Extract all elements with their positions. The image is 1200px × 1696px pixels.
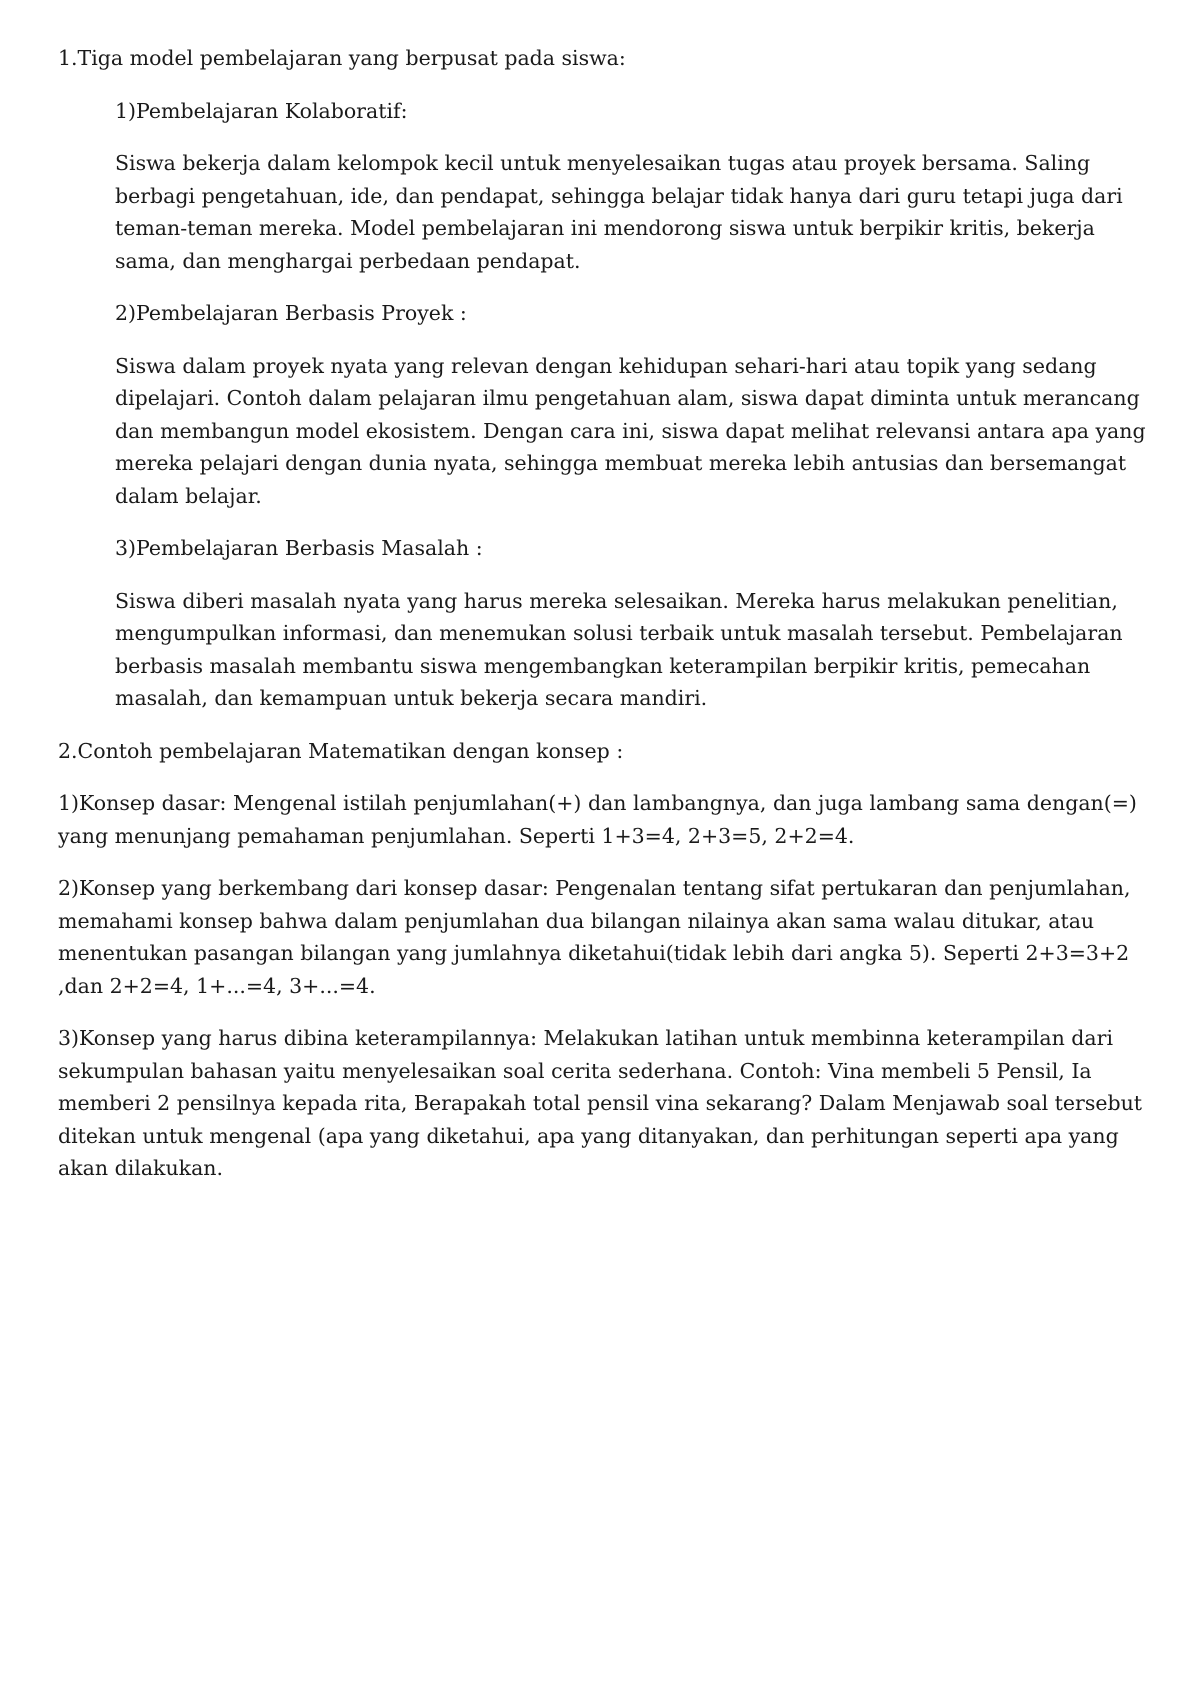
section2-heading: 2.Contoh pembelajaran Matematikan dengan konsep : bbox=[58, 738, 624, 763]
item3-title: 3)Pembelajaran Berbasis Masalah : bbox=[115, 536, 483, 560]
concept1-paragraph: 1)Konsep dasar: Mengenal istilah penjumlahan(+) dan lambangnya, dan juga lambang sama dengan(=) yang menunjang pemahaman penjumlahan. Seperti 1+3=4, 2+3=5, 2+2=4. bbox=[58, 791, 1137, 848]
section1-heading: 1.Tiga model pembelajaran yang berpusat pada siswa: bbox=[58, 46, 626, 70]
item2-body: Siswa dalam proyek nyata yang relevan dengan kehidupan sehari-hari atau topik yang sedang dipelajari. Contoh dalam pelajaran ilmu pengetahuan alam, siswa dapat diminta untuk merancang dan membangun model ekosistem. Dengan cara ini, siswa dapat melihat relevansi antara apa yang mereka pelajari dengan dunia nyata, sehingga membuat mereka lebih antusias dan bersemangat dalam belajar. bbox=[115, 353, 1146, 508]
item3-body: Siswa diberi masalah nyata yang harus mereka selesaikan. Mereka harus melakukan penelitian, mengumpulkan informasi, dan menemukan solusi terbaik untuk masalah tersebut. Pembelajaran berbasis masalah membantu siswa mengembangkan keterampilan berpikir kritis, pemecahan masalah, dan kemampuan untuk bekerja secara mandiri. bbox=[115, 588, 1123, 710]
concept3-paragraph: 3)Konsep yang harus dibina keterampilannya: Melakukan latihan untuk membinna keterampilan dari sekumpulan bahasan yaitu menyelesaikan soal cerita sederhana. Contoh: Vina membeli 5 Pensil, Ia memberi 2 pensilnya kepada rita, Berapakah total pensil vina sekarang? Dalam Menjawab soal tersebut ditekan untuk mengenal (apa yang diketahui, apa yang ditanyakan, dan perhitungan seperti apa yang akan dilakukan. bbox=[58, 1026, 1143, 1180]
concept2-paragraph: 2)Konsep yang berkembang dari konsep dasar: Pengenalan tentang sifat pertukaran dan penjumlahan, memahami konsep bahwa dalam penjumlahan dua bilangan nilainya akan sama walau ditukar, atau menentukan pasangan bilangan yang jumlahnya diketahui(tidak lebih dari angka 5). Seperti 2+3=3+2 ,dan 2+2=4, 1+...=4, 3+...=4. bbox=[58, 876, 1131, 998]
document-body bbox=[58, 42, 1158, 1205]
item1-body: Siswa bekerja dalam kelompok kecil untuk menyelesaikan tugas atau proyek bersama. Saling berbagi pengetahuan, ide, dan pendapat, sehingga belajar tidak hanya dari guru tetapi juga dari teman-teman mereka. Model pembelajaran ini mendorong siswa untuk berpikir kritis, bekerja sama, dan menghargai perbedaan pendapat. bbox=[115, 151, 1123, 273]
item2-title: 2)Pembelajaran Berbasis Proyek : bbox=[115, 301, 467, 325]
item1-title: 1)Pembelajaran Kolaboratif: bbox=[115, 98, 408, 123]
